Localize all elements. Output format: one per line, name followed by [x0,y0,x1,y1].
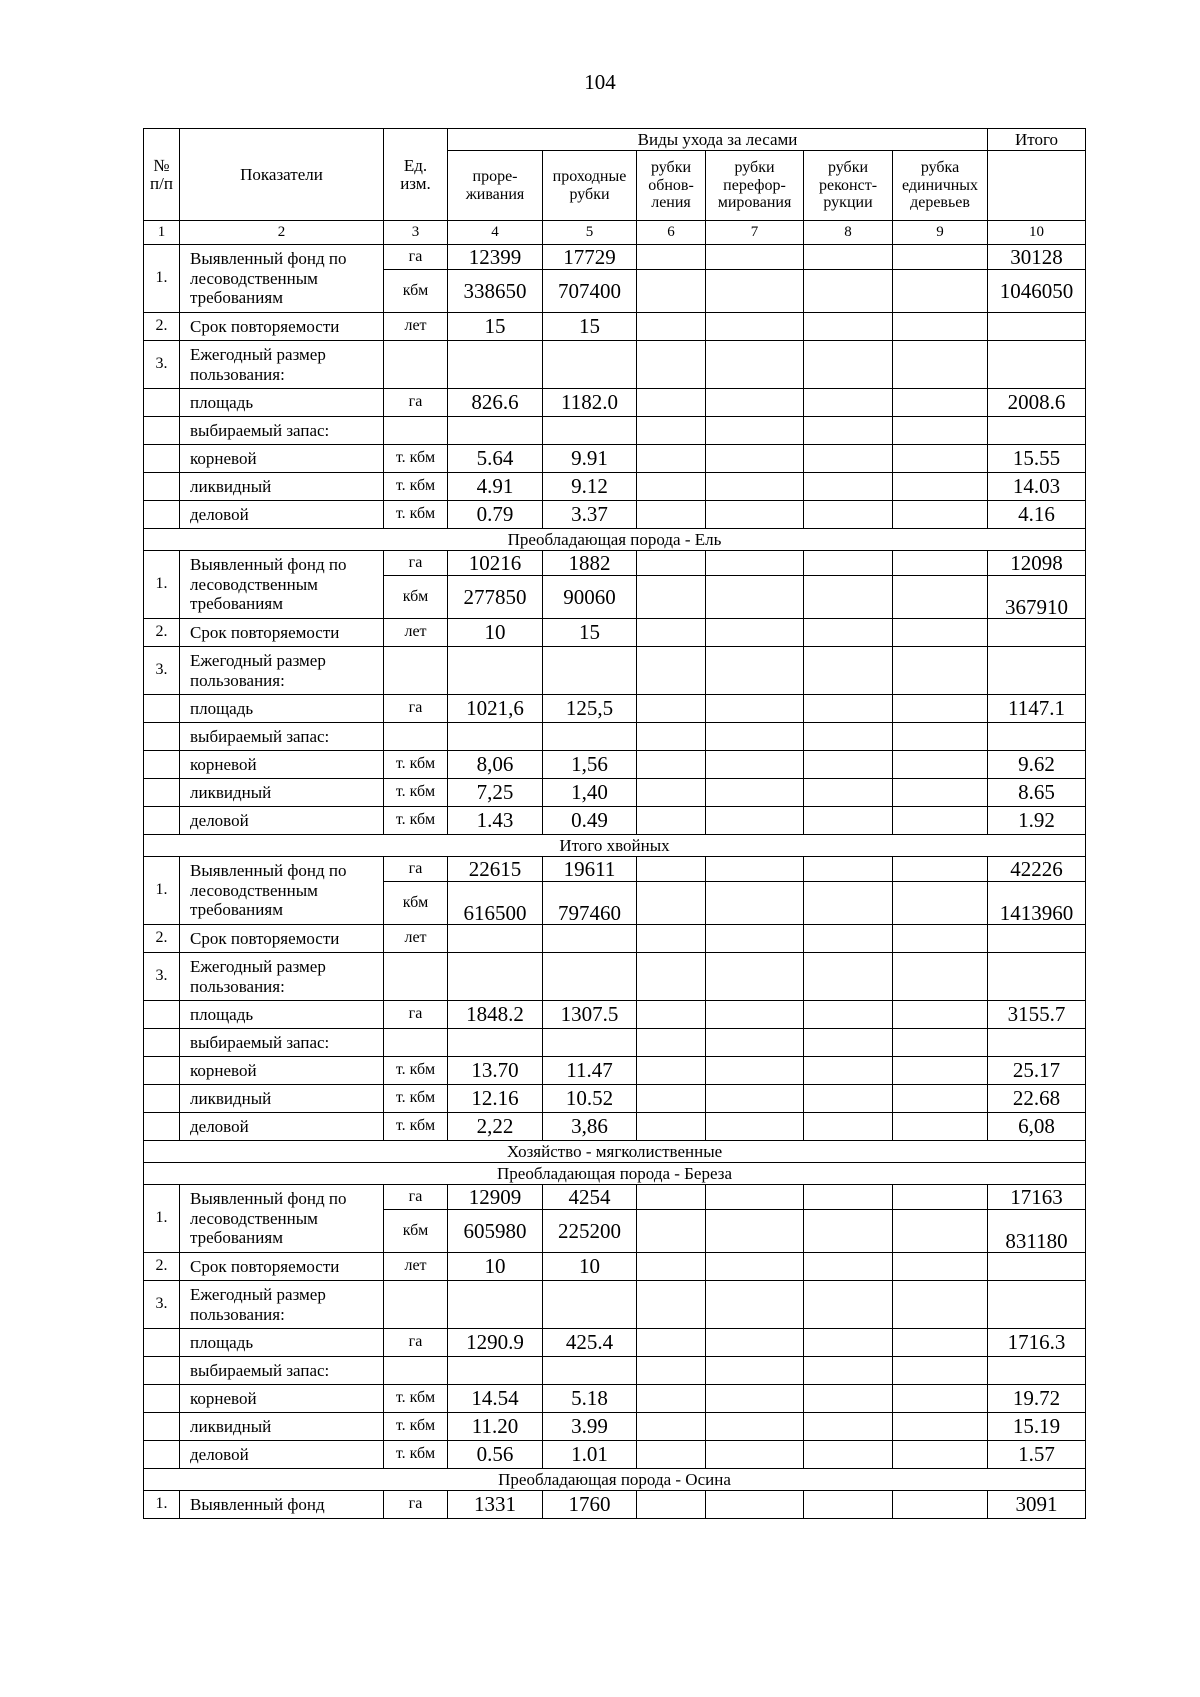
value-cell: 5.64 [448,445,543,473]
row-index: 3. [144,647,180,695]
unit-cell: га [384,551,448,576]
table-row [144,807,1086,835]
col-number: 9 [893,221,988,245]
table-row [144,1057,1086,1085]
value-cell: 1182.0 [543,389,637,417]
section-subtitle: Преобладающая порода - Береза [144,1163,1086,1185]
row-label-area: площадь [180,695,384,723]
col-number: 2 [180,221,384,245]
table-row [144,1113,1086,1141]
row-label-liquid: ликвидный [180,779,384,807]
total-cell: 3155.7 [988,1001,1086,1029]
value-cell: 12.16 [448,1085,543,1113]
unit-cell: га [384,1185,448,1210]
unit-cell: кбм [384,882,448,925]
table-row [144,857,1086,882]
col-number: 4 [448,221,543,245]
unit-cell: га [384,1001,448,1029]
col-number: 1 [144,221,180,245]
value-cell: 3.37 [543,501,637,529]
row-label-area: площадь [180,389,384,417]
unit-cell: кбм [384,1210,448,1253]
table-row [144,417,1086,445]
value-cell: 605980 [448,1210,543,1253]
total-cell: 17163 [988,1185,1086,1210]
total-cell: 9.62 [988,751,1086,779]
value-cell: 15 [448,313,543,341]
value-cell: 12909 [448,1185,543,1210]
row-label-business: деловой [180,501,384,529]
unit-cell: га [384,245,448,270]
value-cell: 10.52 [543,1085,637,1113]
value-cell: 1,56 [543,751,637,779]
table-row [144,1491,1086,1519]
row-label-liquid: ликвидный [180,1413,384,1441]
row-label-root: корневой [180,445,384,473]
value-cell: 1.43 [448,807,543,835]
value-cell: 1760 [543,1491,637,1519]
unit-cell: кбм [384,270,448,313]
value-cell: 1.01 [543,1441,637,1469]
section-title: Преобладающая порода - Ель [144,529,1086,551]
header-col9: рубка единичных деревьев [893,151,988,221]
table-row [144,551,1086,576]
section-row [144,835,1086,857]
value-cell: 3.99 [543,1413,637,1441]
table-row [144,1085,1086,1113]
total-cell: 367910 [988,576,1086,619]
row-index: 3. [144,341,180,389]
value-cell: 1307.5 [543,1001,637,1029]
value-cell: 707400 [543,270,637,313]
header-col6: рубки обнов-ления [637,151,706,221]
header-col4: проре-живания [448,151,543,221]
unit-cell: т. кбм [384,751,448,779]
value-cell: 0.79 [448,501,543,529]
total-cell: 12098 [988,551,1086,576]
value-cell: 277850 [448,576,543,619]
total-cell: 2008.6 [988,389,1086,417]
total-cell: 1147.1 [988,695,1086,723]
value-cell: 9.12 [543,473,637,501]
row-label-stock: выбираемый запас: [180,1357,384,1385]
section-title: Итого хвойных [144,835,1086,857]
table-row [144,1385,1086,1413]
row-label-fund: Выявленный фонд [180,1491,384,1519]
table-row [144,779,1086,807]
total-cell: 1.57 [988,1441,1086,1469]
value-cell: 0.56 [448,1441,543,1469]
section-title: Преобладающая порода - Осина [144,1469,1086,1491]
row-label-root: корневой [180,1385,384,1413]
total-cell: 3091 [988,1491,1086,1519]
row-label-root: корневой [180,751,384,779]
total-cell: 8.65 [988,779,1086,807]
col-number: 10 [988,221,1086,245]
row-label-period: Срок повторяемости [180,313,384,341]
value-cell: 1882 [543,551,637,576]
table-row [144,1001,1086,1029]
row-index: 1. [144,857,180,925]
row-label-fund: Выявленный фонд по лесоводственным требованиям [180,857,384,925]
total-cell: 1046050 [988,270,1086,313]
table-row [144,1413,1086,1441]
row-index: 3. [144,953,180,1001]
total-cell: 30128 [988,245,1086,270]
table-row [144,245,1086,270]
unit-cell: лет [384,925,448,953]
header-row-1 [144,129,1086,151]
row-label-stock: выбираемый запас: [180,1029,384,1057]
value-cell: 10 [448,619,543,647]
value-cell: 338650 [448,270,543,313]
col-number: 5 [543,221,637,245]
total-cell: 1413960 [988,882,1086,925]
value-cell: 9.91 [543,445,637,473]
table-row [144,695,1086,723]
row-label-liquid: ликвидный [180,1085,384,1113]
unit-cell: га [384,389,448,417]
value-cell: 616500 [448,882,543,925]
table-row [144,313,1086,341]
value-cell: 15 [543,313,637,341]
unit-cell: т. кбм [384,807,448,835]
section-row [144,1163,1086,1185]
total-cell: 1.92 [988,807,1086,835]
total-cell: 1716.3 [988,1329,1086,1357]
unit-cell: лет [384,1253,448,1281]
value-cell: 225200 [543,1210,637,1253]
value-cell: 7,25 [448,779,543,807]
row-label-annual: Ежегодный размер пользования: [180,341,384,389]
col-number: 7 [706,221,804,245]
value-cell: 8,06 [448,751,543,779]
total-cell: 15.19 [988,1413,1086,1441]
table-row [144,445,1086,473]
table-row [144,501,1086,529]
row-label-annual: Ежегодный размер пользования: [180,1281,384,1329]
unit-cell: т. кбм [384,1385,448,1413]
row-label-fund: Выявленный фонд по лесоводственным требованиям [180,1185,384,1253]
row-index: 1. [144,551,180,619]
value-cell: 826.6 [448,389,543,417]
total-cell: 15.55 [988,445,1086,473]
unit-cell: т. кбм [384,1441,448,1469]
row-index: 2. [144,313,180,341]
row-label-area: площадь [180,1001,384,1029]
table-row [144,1441,1086,1469]
row-label-liquid: ликвидный [180,473,384,501]
value-cell: 2,22 [448,1113,543,1141]
value-cell: 10216 [448,551,543,576]
value-cell: 125,5 [543,695,637,723]
row-label-business: деловой [180,807,384,835]
value-cell: 5.18 [543,1385,637,1413]
value-cell: 90060 [543,576,637,619]
value-cell: 1290.9 [448,1329,543,1357]
unit-cell: т. кбм [384,1413,448,1441]
table-row [144,389,1086,417]
column-numbers-row [144,221,1086,245]
unit-cell: кбм [384,576,448,619]
row-label-area: площадь [180,1329,384,1357]
section-title: Хозяйство - мягколиственные [144,1141,1086,1163]
total-cell: 19.72 [988,1385,1086,1413]
value-cell: 10 [448,1253,543,1281]
value-cell: 19611 [543,857,637,882]
table-row [144,751,1086,779]
row-label-business: деловой [180,1441,384,1469]
table-row [144,1029,1086,1057]
table-row [144,1281,1086,1329]
value-cell: 22615 [448,857,543,882]
header-unit: Ед. изм. [384,129,448,221]
total-cell: 42226 [988,857,1086,882]
row-label-stock: выбираемый запас: [180,417,384,445]
value-cell: 4.91 [448,473,543,501]
section-row [144,1141,1086,1163]
table-row [144,723,1086,751]
value-cell: 4254 [543,1185,637,1210]
row-label-annual: Ежегодный размер пользования: [180,953,384,1001]
unit-cell: лет [384,619,448,647]
row-label-annual: Ежегодный размер пользования: [180,647,384,695]
row-index: 1. [144,1491,180,1519]
value-cell: 15 [543,619,637,647]
row-label-period: Срок повторяемости [180,925,384,953]
total-cell: 25.17 [988,1057,1086,1085]
value-cell: 11.47 [543,1057,637,1085]
row-index: 1. [144,245,180,313]
section-row [144,529,1086,551]
row-index: 2. [144,619,180,647]
table-row [144,1185,1086,1210]
row-label-business: деловой [180,1113,384,1141]
value-cell: 425.4 [543,1329,637,1357]
row-index: 2. [144,1253,180,1281]
unit-cell: га [384,1491,448,1519]
value-cell: 1,40 [543,779,637,807]
unit-cell: лет [384,313,448,341]
total-cell: 6,08 [988,1113,1086,1141]
value-cell: 1021,6 [448,695,543,723]
row-label-period: Срок повторяемости [180,619,384,647]
value-cell: 0.49 [543,807,637,835]
header-col7: рубки перефор-мирования [706,151,804,221]
unit-cell: т. кбм [384,473,448,501]
value-cell: 1331 [448,1491,543,1519]
unit-cell: га [384,695,448,723]
table-row [144,1253,1086,1281]
value-cell: 12399 [448,245,543,270]
col-number: 6 [637,221,706,245]
unit-cell: т. кбм [384,1113,448,1141]
value-cell: 14.54 [448,1385,543,1413]
row-index: 2. [144,925,180,953]
table-row [144,619,1086,647]
table-row [144,647,1086,695]
row-label-fund: Выявленный фонд по лесоводственным требованиям [180,245,384,313]
value-cell: 797460 [543,882,637,925]
header-types-group: Виды ухода за лесами [448,129,988,151]
section-row [144,1469,1086,1491]
row-label-period: Срок повторяемости [180,1253,384,1281]
table-row [144,473,1086,501]
header-total: Итого [988,129,1086,151]
unit-cell: га [384,857,448,882]
total-cell: 14.03 [988,473,1086,501]
row-index: 1. [144,1185,180,1253]
header-no: № п/п [144,129,180,221]
col-number: 3 [384,221,448,245]
row-label-fund: Выявленный фонд по лесоводственным требованиям [180,551,384,619]
value-cell: 3,86 [543,1113,637,1141]
table-row [144,1329,1086,1357]
header-col8: рубки реконст-рукции [804,151,893,221]
unit-cell: т. кбм [384,1085,448,1113]
unit-cell: т. кбм [384,779,448,807]
total-cell: 4.16 [988,501,1086,529]
table-row [144,1357,1086,1385]
header-col5: проходные рубки [543,151,637,221]
unit-cell: т. кбм [384,1057,448,1085]
total-cell: 831180 [988,1210,1086,1253]
page-number: 104 [584,70,616,94]
total-cell: 22.68 [988,1085,1086,1113]
unit-cell: га [384,1329,448,1357]
unit-cell: т. кбм [384,445,448,473]
header-indicators: Показатели [180,129,384,221]
row-label-stock: выбираемый запас: [180,723,384,751]
value-cell: 10 [543,1253,637,1281]
value-cell: 13.70 [448,1057,543,1085]
table-row [144,953,1086,1001]
table-row [144,341,1086,389]
value-cell: 17729 [543,245,637,270]
forest-care-table [143,128,1086,1519]
table-row [144,925,1086,953]
unit-cell: т. кбм [384,501,448,529]
col-number: 8 [804,221,893,245]
row-index: 3. [144,1281,180,1329]
value-cell: 11.20 [448,1413,543,1441]
value-cell: 1848.2 [448,1001,543,1029]
row-label-root: корневой [180,1057,384,1085]
